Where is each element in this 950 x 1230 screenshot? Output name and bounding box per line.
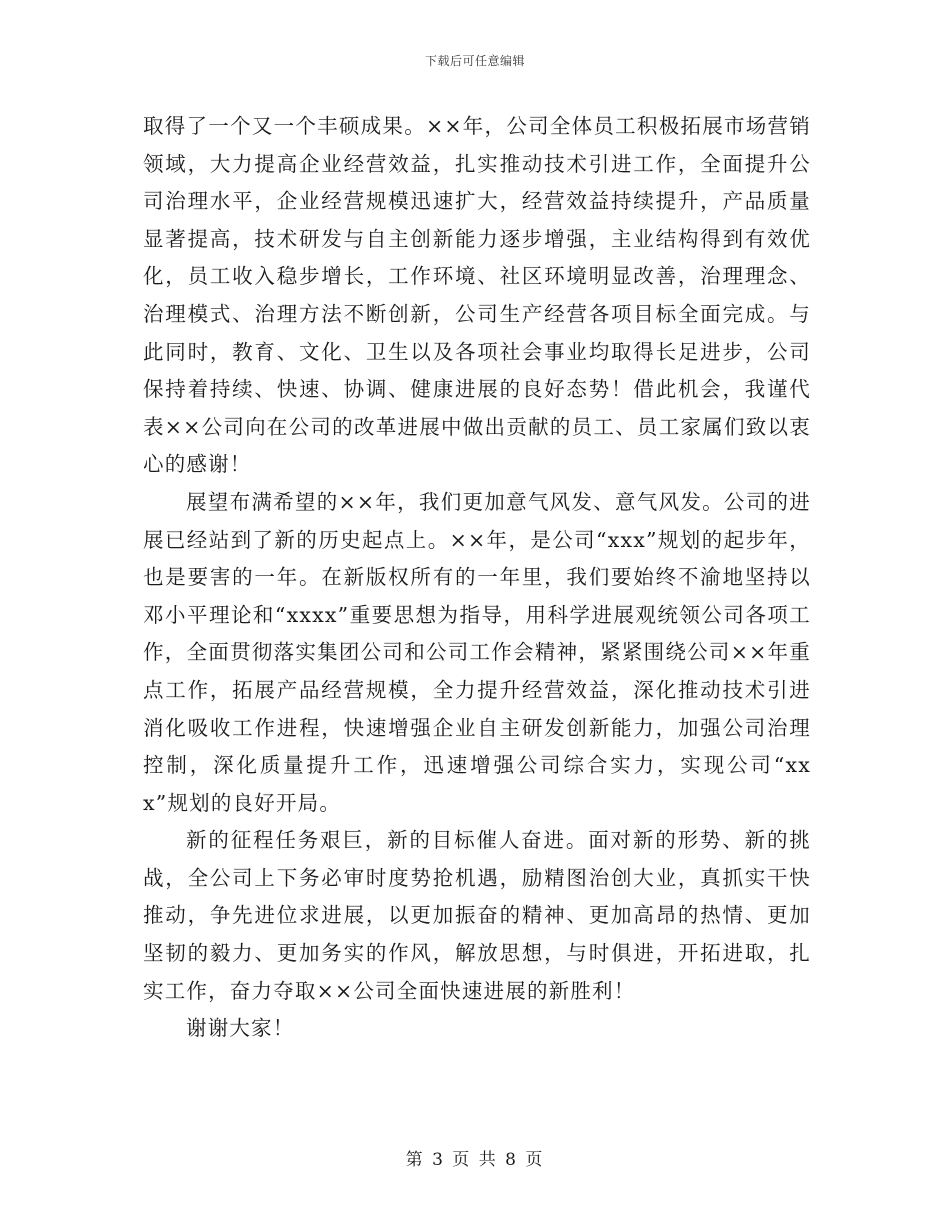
document-body [143,108,811,1048]
paragraph-1: 取得了一个又一个丰硕成果。××年，公司全体员工积极拓展市场营销领域，大力提高企业经营效益，扎实推动技术引进工作，全面提升公司治理水平，企业经营规模迅速扩大，经营效益持续提升，产品质量显著提高，技术研发与自主创新能力逐步增强，主业结构得到有效优化，员工收入稳步增长，工作环境、社区环境明显改善，治理理念、治理模式、治理方法不断创新，公司生产经营各项目标全面完成。与此同时，教育、文化、卫生以及各项社会事业均取得长足进步，公司保持着持续、快速、协调、健康进展的良好态势！借此机会，我谨代表××公司向在公司的改革进展中做出贡献的员工、员工家属们致以衷心的感谢！ [143,114,811,477]
paragraph-3: 新的征程任务艰巨，新的目标催人奋进。面对新的形势、新的挑战，全公司上下务必审时度势抢机遇，励精图治创大业，真抓实干快推动，争先进位求进展，以更加振奋的精神、更加高昂的热情、更加坚韧的毅力、更加务实的作风，解放思想，与时俱进，开拓进取，扎实工作，奋力夺取××公司全面快速进展的新胜利！ [143,828,811,1003]
page-header: 下载后可任意编辑 [424,54,525,68]
paragraph-2: 展望布满希望的××年，我们更加意气风发、意气风发。公司的进展已经站到了新的历史起点上。××年，是公司“xxx”规划的起步年，也是要害的一年。在新版权所有的一年里，我们要始终不渝地坚持以邓小平理论和“xxxx”重要思想为指导，用科学进展观统领公司各项工作，全面贯彻落实集团公司和公司工作会精神，紧紧围绕公司××年重点工作，拓展产品经营规模，全力提升经营效益，深化推动技术引进消化吸收工作进程，快速增强企业自主研发创新能力，加强公司治理控制，深化质量提升工作，迅速增强公司综合实力，实现公司“xxx”规划的良好开局。 [143,489,811,815]
paragraph-4: 谢谢大家！ [186,1016,295,1041]
page-footer: 第 3 页 共 8 页 [405,1150,545,1170]
